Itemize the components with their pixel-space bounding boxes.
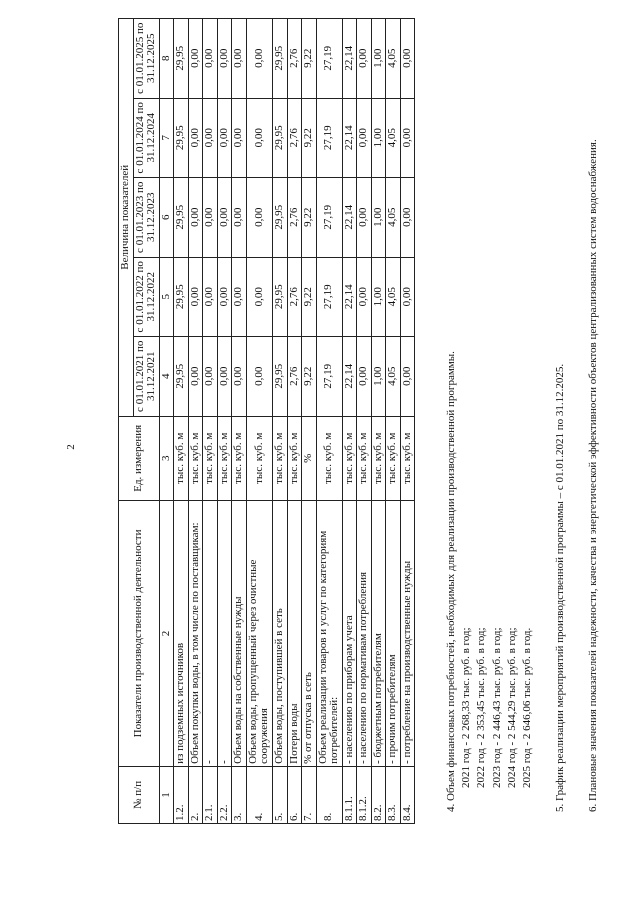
row-value: 0,00 [400,19,415,99]
note-5: 5. График реализации мероприятий производственной программы – с 01.01.2021 по 31.12.2025. [554,363,567,812]
table-row [287,19,302,824]
row-indicator-name: - населению по приборам учета [342,501,357,767]
row-value: 0,00 [357,98,372,178]
row-value: 0,00 [188,257,203,337]
row-unit: тыс. куб. м [400,416,415,500]
row-unit: тыс. куб. м [273,416,288,500]
row-indicator-name: Объем воды на собственные нужды [232,501,247,767]
row-value: 4,05 [386,257,401,337]
row-unit: тыс. куб. м [246,416,272,500]
col-number: 3 [159,416,174,500]
row-value: 0,00 [357,257,372,337]
row-value: 1,00 [371,98,386,178]
row-indicator-name: % от отпуска в сеть [302,501,317,767]
table-row [316,19,342,824]
row-number: 4. [246,766,272,823]
row-value: 27,19 [316,98,342,178]
row-value: 2,76 [287,98,302,178]
header-num: № п/п [119,766,160,823]
row-value: 2,76 [287,19,302,99]
row-value: 1,00 [371,337,386,417]
col-number: 2 [159,501,174,767]
table-row [342,19,357,824]
row-value: 0,00 [217,257,232,337]
row-value: 4,05 [386,178,401,258]
row-indicator-name: Объем воды, пропущенный через очистные сооружения [246,501,272,767]
row-value: 29,95 [174,19,189,99]
row-value: 0,00 [203,337,218,417]
note-4-line: 2025 год - 2 646,06 тыс. руб. в год. [520,627,533,788]
note-4-line: 2023 год - 2 446,43 тыс. руб. в год; [490,627,503,788]
row-value: 0,00 [217,98,232,178]
row-value: 0,00 [203,257,218,337]
row-value: 27,19 [316,257,342,337]
row-unit: тыс. куб. м [357,416,372,500]
row-value: 0,00 [400,178,415,258]
row-number: 3. [232,766,247,823]
col-number: 1 [159,766,174,823]
table-row [386,19,401,824]
row-value: 0,00 [246,98,272,178]
table-row [400,19,415,824]
row-number: 8. [316,766,342,823]
row-value: 0,00 [203,98,218,178]
row-number: 2.2. [217,766,232,823]
row-number: 8.2. [371,766,386,823]
row-value: 9,22 [302,178,317,258]
row-unit: тыс. куб. м [371,416,386,500]
note-4-line: 2021 год - 2 268,33 тыс. руб. в год; [460,627,473,788]
row-value: 22,14 [342,98,357,178]
row-value: 0,00 [357,337,372,417]
row-number: 8.4. [400,766,415,823]
row-indicator-name: - населению по нормативам потребления [357,501,372,767]
row-number: 8.3. [386,766,401,823]
table-row [188,19,203,824]
row-value: 27,19 [316,337,342,417]
row-value: 9,22 [302,19,317,99]
row-unit: тыс. куб. м [188,416,203,500]
col-number: 5 [159,257,174,337]
row-number: 8.1.2. [357,766,372,823]
col-number: 7 [159,98,174,178]
row-value: 0,00 [246,178,272,258]
row-number: 5. [273,766,288,823]
row-value: 0,00 [232,19,247,99]
row-value: 29,95 [174,178,189,258]
row-value: 0,00 [246,19,272,99]
row-unit: тыс. куб. м [232,416,247,500]
row-value: 29,95 [273,257,288,337]
row-value: 0,00 [400,98,415,178]
row-value: 4,05 [386,19,401,99]
row-value: 2,76 [287,257,302,337]
row-value: 29,95 [273,98,288,178]
row-value: 29,95 [273,178,288,258]
row-value: 22,14 [342,19,357,99]
row-value: 22,14 [342,178,357,258]
table-row [246,19,272,824]
table-row [232,19,247,824]
row-indicator-name: - [217,501,232,767]
note-4-line: 2024 год - 2 544,29 тыс. руб. в год; [505,627,518,788]
row-value: 0,00 [232,257,247,337]
row-value: 29,95 [273,19,288,99]
table-row [203,19,218,824]
row-value: 9,22 [302,257,317,337]
row-value: 0,00 [203,178,218,258]
row-indicator-name: Объем покупки воды, в том числе по поставщикам: [188,501,203,767]
header-unit: Ед. измерения [119,416,160,500]
row-number: 2. [188,766,203,823]
header-period: с 01.01.2023 по 31.12.2023 [133,178,159,258]
production-indicators-table [118,18,415,824]
row-value: 0,00 [217,337,232,417]
page-number: 2 [65,444,77,450]
header-period: с 01.01.2024 по 31.12.2024 [133,98,159,178]
row-unit: тыс. куб. м [203,416,218,500]
row-value: 1,00 [371,19,386,99]
row-value: 29,95 [174,98,189,178]
row-value: 0,00 [232,178,247,258]
row-value: 22,14 [342,257,357,337]
table-row [273,19,288,824]
row-value: 9,22 [302,337,317,417]
row-unit: тыс. куб. м [174,416,189,500]
row-unit: тыс. куб. м [316,416,342,500]
header-group: Величина показателей [119,19,134,417]
row-unit: тыс. куб. м [342,416,357,500]
row-value: 4,05 [386,337,401,417]
row-value: 27,19 [316,19,342,99]
row-value: 0,00 [400,257,415,337]
row-value: 0,00 [188,98,203,178]
row-unit: тыс. куб. м [217,416,232,500]
row-value: 0,00 [357,178,372,258]
note-4: 4. Объем финансовых потребностей, необходимых для реализации производственной программы. [445,351,457,812]
header-period: с 01.01.2022 по 31.12.2022 [133,257,159,337]
row-value: 1,00 [371,257,386,337]
col-number: 4 [159,337,174,417]
row-value: 0,00 [246,257,272,337]
row-indicator-name: - бюджетным потребителям [371,501,386,767]
row-value: 29,95 [174,257,189,337]
table-row [174,19,189,824]
row-number: 7. [302,766,317,823]
row-value: 9,22 [302,98,317,178]
note-4-line: 2022 год - 2 353,45 тыс. руб. в год; [475,627,488,788]
row-unit: тыс. куб. м [386,416,401,500]
row-indicator-name: Потери воды [287,501,302,767]
row-value: 0,00 [203,19,218,99]
row-value: 22,14 [342,337,357,417]
row-value: 0,00 [217,178,232,258]
row-value: 0,00 [217,19,232,99]
note-6: 6. Плановые значения показателей надежности, качества и энергетической эффективности объектов централизованных систем водоснабжения. [587,139,600,812]
row-value: 0,00 [188,337,203,417]
col-number: 8 [159,19,174,99]
row-indicator-name: Объем реализации товаров и услуг по категориям потребителей: [316,501,342,767]
row-indicator-name: Объем воды, поступившей в сеть [273,501,288,767]
row-unit: % [302,416,317,500]
row-value: 2,76 [287,337,302,417]
row-value: 0,00 [232,337,247,417]
row-indicator-name: из подземных источников [174,501,189,767]
table-body [174,19,415,824]
row-number: 8.1.1. [342,766,357,823]
row-value: 29,95 [174,337,189,417]
row-indicator-name: - [203,501,218,767]
row-value: 1,00 [371,178,386,258]
row-value: 29,95 [273,337,288,417]
row-value: 4,05 [386,98,401,178]
row-indicator-name: - прочим потребителям [386,501,401,767]
rotated-page-content [88,0,640,842]
row-value: 2,76 [287,178,302,258]
table-row [357,19,372,824]
row-value: 0,00 [246,337,272,417]
row-value: 0,00 [232,98,247,178]
row-value: 27,19 [316,178,342,258]
header-period: с 01.01.2025 по 31.12.2025 [133,19,159,99]
header-period: с 01.01.2021 по 31.12.2021 [133,337,159,417]
row-value: 0,00 [188,178,203,258]
table-row [217,19,232,824]
col-number: 6 [159,178,174,258]
row-value: 0,00 [400,337,415,417]
row-indicator-name: - потребление на производственные нужды [400,501,415,767]
table-row [371,19,386,824]
table-row [302,19,317,824]
row-number: 6. [287,766,302,823]
row-unit: тыс. куб. м [287,416,302,500]
header-name: Показатели производственной деятельности [119,501,160,767]
row-number: 1.2. [174,766,189,823]
row-number: 2.1. [203,766,218,823]
notes-section [444,32,601,812]
row-value: 0,00 [188,19,203,99]
row-value: 0,00 [357,19,372,99]
